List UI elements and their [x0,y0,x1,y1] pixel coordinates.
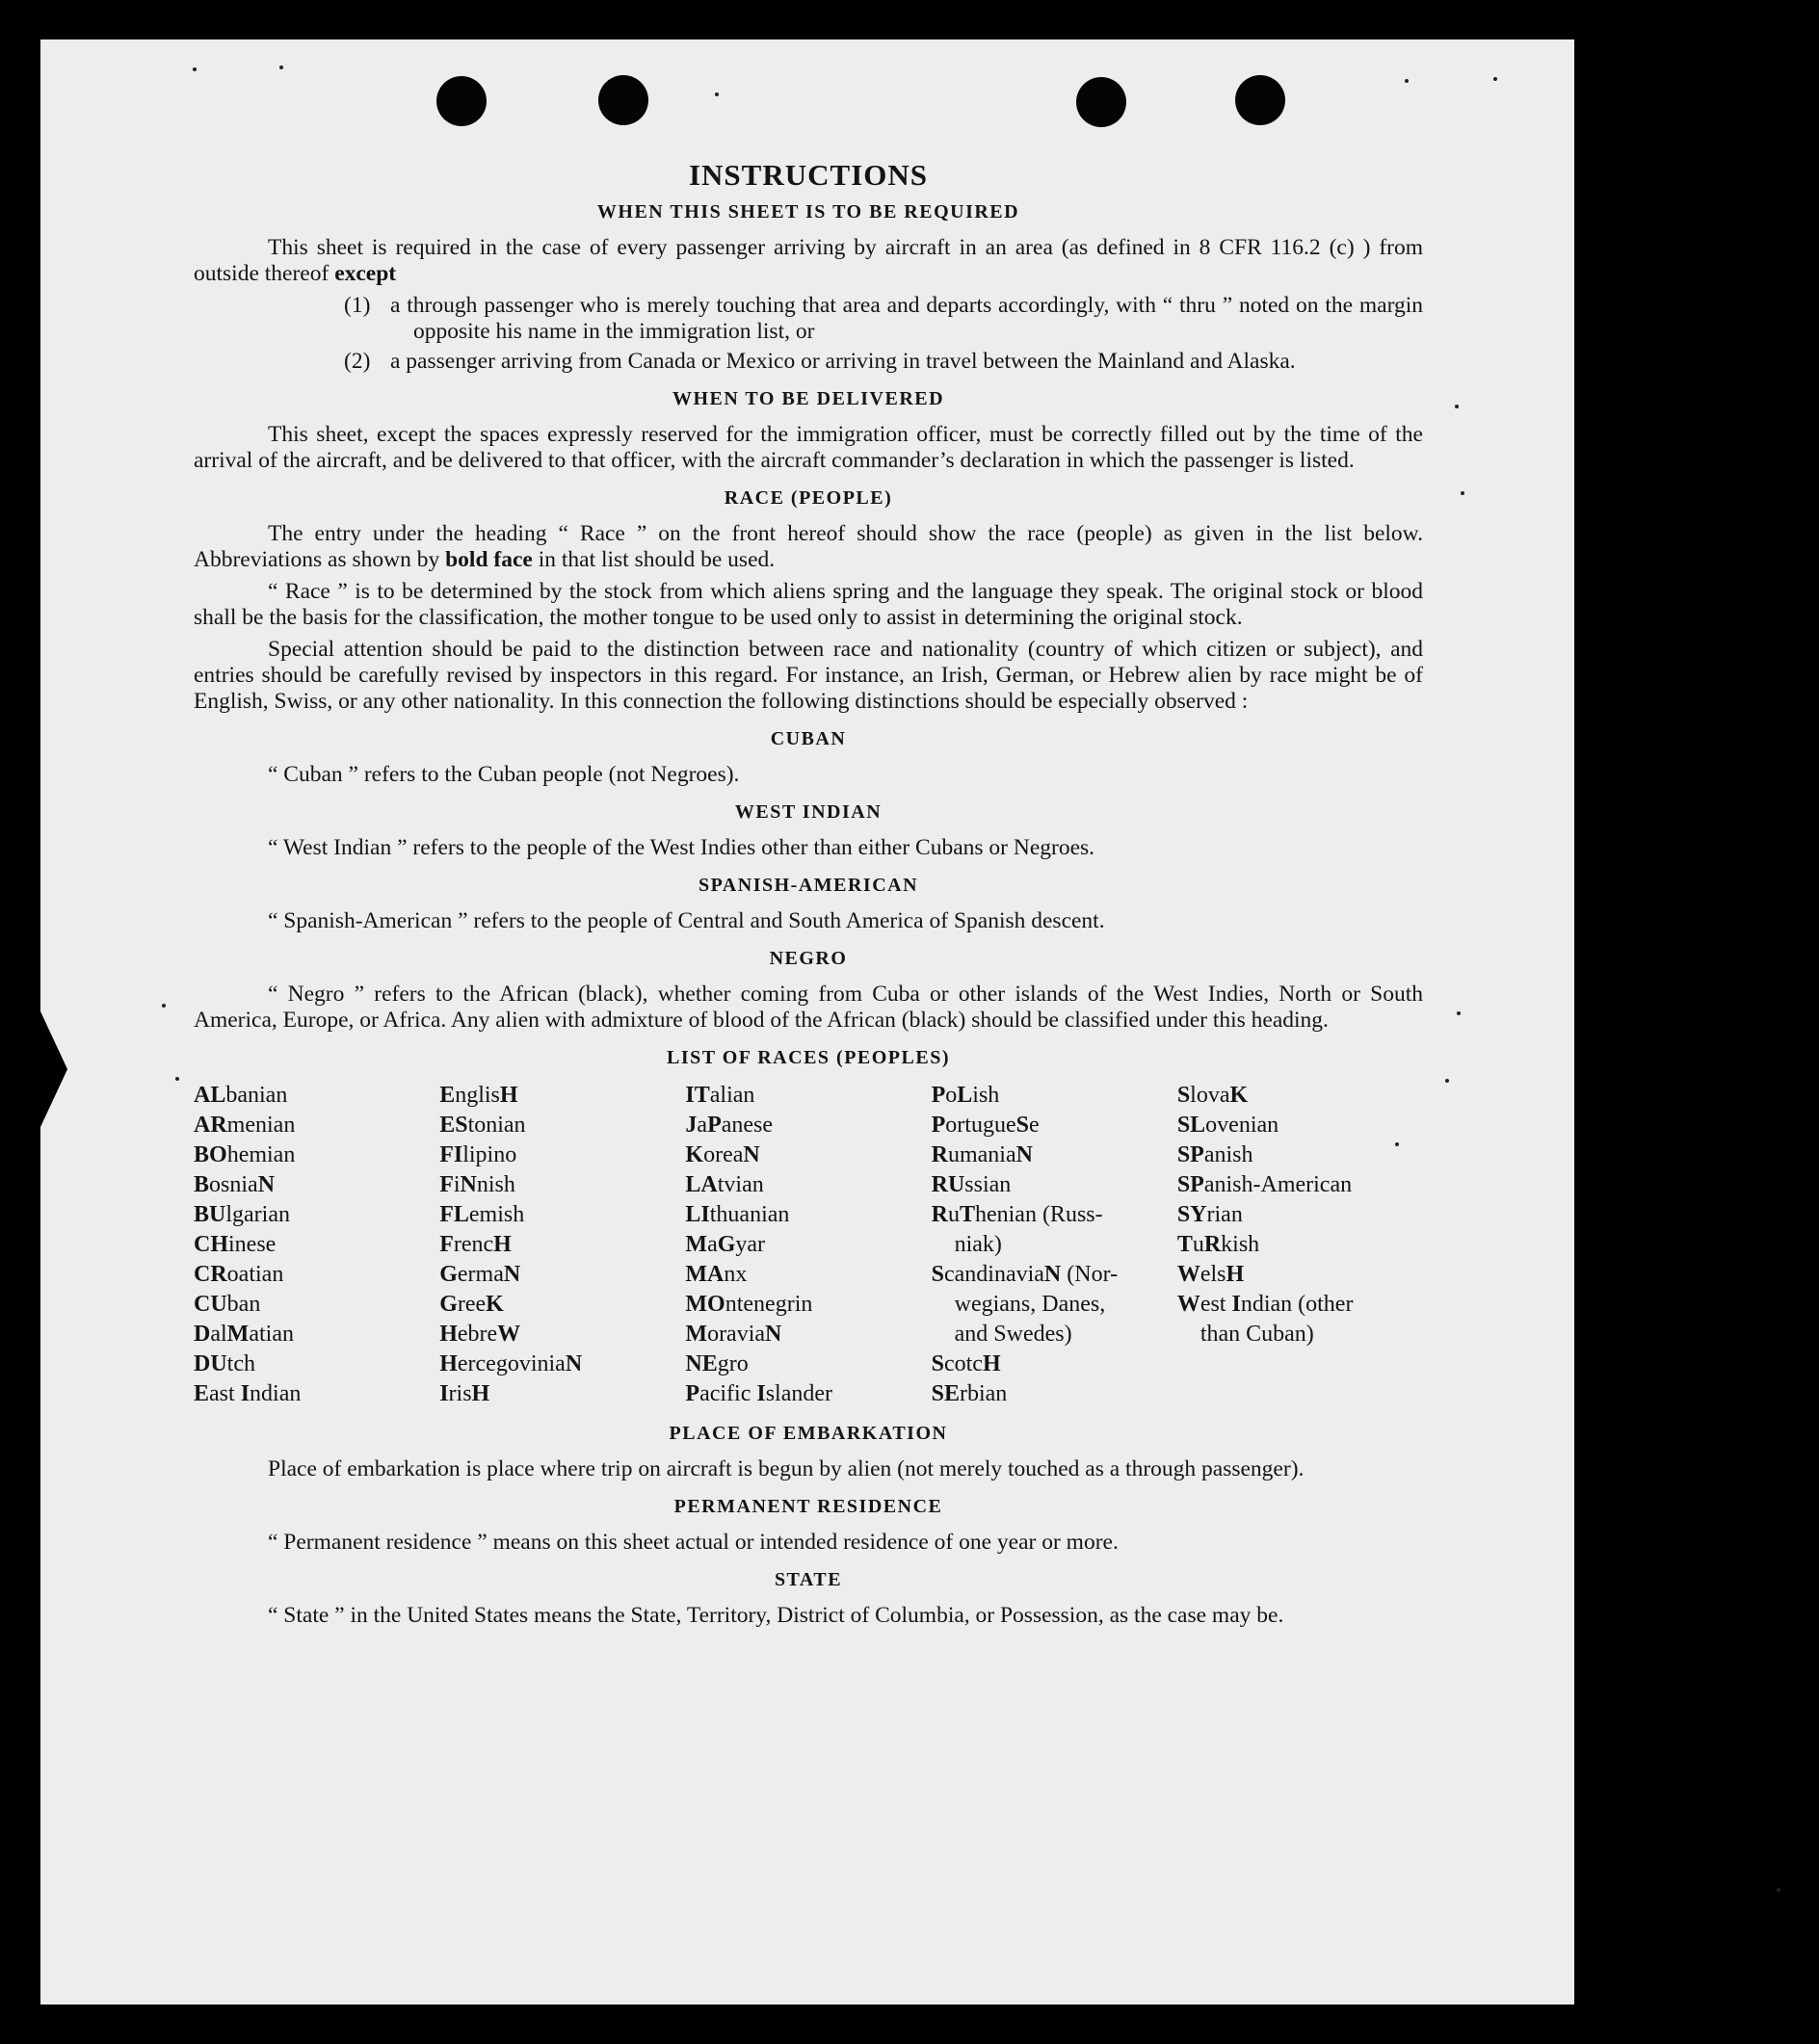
instructions-content [194,156,1423,1635]
race-abbrev: W [497,1322,521,1347]
paragraph-race-2: “ Race ” is to be determined by the stock from which aliens spring and the language they speak. The original stock or blood shall be the basis for the classification, the mother tongue to be used only to assist in determining the original stock. [194,579,1423,630]
race-entry [685,1260,931,1290]
race-abbrev: S [931,1262,944,1287]
race-entry [194,1260,439,1290]
race-text: a [697,1113,708,1138]
paragraph-race-1: The entry under the heading “ Race ” on the front hereof should show the race (people) as given in the list below. Abbreviations as shown by bold face in that list should be used. [194,521,1423,572]
race-entry: than Cuban) [1199,1322,1314,1347]
race-abbrev: P [685,1381,700,1406]
race-entry [932,1111,1177,1140]
punch-hole [598,75,648,125]
race-text: menian [226,1113,296,1138]
race-abbrev: CR [194,1262,227,1287]
race-text: ssian [964,1172,1012,1197]
race-text: i [453,1172,461,1197]
race-text: renc [453,1232,494,1257]
race-abbrev: I [756,1381,766,1406]
race-text: ban [226,1292,261,1317]
race-abbrev: MA [685,1262,725,1287]
race-text: orea [703,1142,744,1167]
race-abbrev: LI [685,1202,710,1227]
races-column-3 [685,1081,931,1409]
race-text: osnia [209,1172,258,1197]
race-abbrev: H [471,1381,490,1406]
race-entry [194,1230,439,1260]
race-text: candinavia [943,1262,1044,1287]
race-text: ree [457,1292,487,1317]
race-text: u [1192,1232,1204,1257]
race-entry [194,1379,439,1409]
race-abbrev: CH [194,1232,228,1257]
race-entry [1177,1260,1423,1290]
exception-item-2: (2) a passenger arriving from Canada or Mexico or arriving in travel between the Mainland and Alaska. [344,349,1296,374]
race-entry [439,1200,685,1230]
race-text: kish [1221,1232,1260,1257]
race-text: lipino [462,1142,517,1167]
race-abbrev: ES [439,1113,468,1138]
race-entry [194,1140,439,1170]
race-abbrev: CU [194,1292,227,1317]
races-column-4 [932,1081,1177,1409]
race-abbrev: FL [439,1202,469,1227]
race-entry [685,1140,931,1170]
race-text: al [210,1322,227,1347]
race-entry [932,1350,1177,1379]
race-text: anese [721,1113,774,1138]
speck [715,92,719,96]
paragraph-spanish-american: “ Spanish-American ” refers to the people of Central and South America of Spanish descent. [268,908,1105,933]
race-text: banian [225,1083,288,1108]
race-abbrev: IT [685,1083,710,1108]
race-text: ast [209,1381,241,1406]
race-abbrev: M [226,1322,250,1347]
paragraph-west-indian: “ West Indian ” refers to the people of the West Indies other than either Cubans or Negroes. [268,835,1095,860]
race-abbrev: R [931,1202,948,1227]
speck [1455,405,1459,408]
heading-cuban: CUBAN [770,728,847,749]
race-abbrev: AR [194,1113,227,1138]
race-text: ortugue [945,1113,1016,1138]
race-abbrev: I [240,1381,250,1406]
race-abbrev: N [1043,1262,1062,1287]
race-abbrev: F [439,1172,454,1197]
race-text: nx [724,1262,748,1287]
speck [193,67,197,71]
race-text: oravia [707,1322,766,1347]
race-text: e [1028,1113,1040,1138]
race-abbrev: J [685,1113,698,1138]
races-column-2 [439,1081,685,1409]
races-list [194,1081,1423,1409]
race-entry [194,1350,439,1379]
race-text: rian [1206,1202,1243,1227]
race-entry [1177,1111,1423,1140]
paragraph-when-required: This sheet is required in the case of every passenger arriving by aircraft in an area (as defined in 8 CFR 116.2 (c) ) from outside thereof except [194,235,1423,286]
races-column-1 [194,1081,439,1409]
race-text: est [1199,1292,1232,1317]
heading-list-of-races: LIST OF RACES (PEOPLES) [666,1047,950,1068]
race-text: henian (Russ- [974,1202,1103,1227]
race-text: ndian (other [1240,1292,1354,1317]
race-text: (Nor- [1061,1262,1119,1287]
speck [175,1077,179,1081]
race-abbrev: N [565,1351,583,1376]
race-entry [439,1111,685,1140]
race-entry [932,1260,1177,1290]
paragraph-permanent-residence: “ Permanent residence ” means on this sheet actual or intended residence of one year or more. [268,1530,1119,1555]
page-title: INSTRUCTIONS [688,158,928,192]
race-text: o [945,1083,958,1108]
race-entry [439,1170,685,1200]
race-entry [932,1081,1177,1111]
heading-race: RACE (PEOPLE) [724,487,893,509]
speck [1445,1079,1449,1083]
paragraph-negro: “ Negro ” refers to the African (black), whether coming from Cuba or other islands of the West Indies, North or South America, Europe, or Africa. Any alien with admixture of blood of the African (black) should be classified under this heading. [194,982,1423,1033]
race-text: ebre [457,1322,498,1347]
race-entry [194,1081,439,1111]
race-abbrev: RU [931,1172,965,1197]
speck [162,1004,166,1008]
race-entry [685,1200,931,1230]
race-text: atian [249,1322,294,1347]
race-abbrev: N [743,1142,760,1167]
races-column-5 [1177,1081,1423,1409]
race-entry [439,1081,685,1111]
race-abbrev: F [439,1232,454,1257]
race-abbrev: K [685,1142,704,1167]
punch-hole [1235,75,1285,125]
race-abbrev: K [1229,1083,1249,1108]
race-abbrev: DU [194,1351,227,1376]
race-abbrev: S [1015,1113,1029,1138]
race-entry [685,1170,931,1200]
race-abbrev: E [439,1083,456,1108]
paragraph-when-delivered: This sheet, except the spaces expressly reserved for the immigration officer, must be correctly filled out by the time of the arrival of the aircraft, and be delivered to that officer, with the aircraft commander’s declaration in which the passenger is listed. [194,422,1423,473]
race-abbrev: SE [931,1381,960,1406]
race-entry [685,1379,931,1409]
race-entry [1177,1230,1423,1260]
race-text: tvian [717,1172,764,1197]
race-abbrev: N [765,1322,782,1347]
race-abbrev: G [439,1262,458,1287]
race-abbrev: B [194,1172,210,1197]
race-entry [439,1140,685,1170]
heading-permanent-residence: PERMANENT RESIDENCE [673,1496,943,1517]
race-text: erma [457,1262,504,1287]
race-text: slander [765,1381,833,1406]
race-abbrev: I [439,1381,449,1406]
race-entry [439,1230,685,1260]
race-abbrev: SY [1176,1202,1207,1227]
race-text: cotc [943,1351,983,1376]
heading-west-indian: WEST INDIAN [734,801,883,823]
race-abbrev: T [959,1202,975,1227]
race-abbrev: H [493,1232,512,1257]
race-entry [439,1290,685,1320]
page-tear [40,1011,67,1127]
race-abbrev: N [460,1172,477,1197]
paragraph-race-3: Special attention should be paid to the distinction between race and nationality (country of which citizen or subject), and entries should be carefully revised by inspectors in this regard. For instance, an Irish, German, or Hebrew alien by race might be of English, Swiss, or any other nationality. In this connection the following distinctions should be especially observed : [194,637,1423,714]
race-entry [194,1320,439,1350]
heading-when-required: WHEN THIS SHEET IS TO BE REQUIRED [596,201,1020,223]
race-abbrev: K [486,1292,504,1317]
race-abbrev: N [1015,1142,1033,1167]
race-text: ndian [250,1381,302,1406]
race-text: umania [947,1142,1016,1167]
race-abbrev: S [1176,1083,1191,1108]
paragraph-state: “ State ” in the United States means the State, Territory, District of Columbia, or Possession, as the case may be. [268,1603,1284,1628]
race-text: nish [476,1172,515,1197]
race-entry [685,1350,931,1379]
race-text: tch [226,1351,255,1376]
race-entry [1177,1081,1423,1111]
race-text: yar [735,1232,766,1257]
race-text: ntenegrin [725,1292,813,1317]
race-abbrev: R [931,1142,948,1167]
race-abbrev: P [931,1083,946,1108]
race-abbrev: M [685,1232,708,1257]
heading-when-delivered: WHEN TO BE DELIVERED [672,388,945,409]
race-text: anish-American [1203,1172,1353,1197]
race-text: anish [1203,1142,1253,1167]
race-abbrev: D [194,1322,211,1347]
race-abbrev: SL [1176,1113,1206,1138]
race-entry [1177,1170,1423,1200]
race-entry [1177,1290,1423,1320]
race-abbrev: H [982,1351,1001,1376]
race-abbrev: LA [685,1172,718,1197]
race-entry [1177,1200,1423,1230]
speck [1461,491,1464,495]
race-text: ercegovinia [457,1351,566,1376]
race-entry [194,1290,439,1320]
race-text: lgarian [225,1202,290,1227]
race-abbrev: S [931,1351,944,1376]
speck [1493,77,1497,81]
race-entry [932,1200,1177,1230]
race-text: lova [1190,1083,1230,1108]
paragraph-cuban: “ Cuban ” refers to the Cuban people (not Negroes). [268,762,740,787]
race-entry [194,1200,439,1230]
race-entry [932,1170,1177,1200]
race-abbrev: L [957,1083,973,1108]
race-text: emish [468,1202,525,1227]
race-abbrev: H [439,1322,458,1347]
race-entry [685,1111,931,1140]
race-abbrev: P [931,1113,946,1138]
race-text: gro [717,1351,749,1376]
race-text: ovenian [1205,1113,1279,1138]
race-entry [439,1320,685,1350]
race-abbrev: I [1231,1292,1241,1317]
race-text: inese [228,1232,277,1257]
race-abbrev: W [1176,1262,1200,1287]
race-abbrev: BO [194,1142,227,1167]
race-text: hemian [226,1142,296,1167]
heading-negro: NEGRO [769,948,848,969]
race-entry [685,1320,931,1350]
heading-spanish-american: SPANISH-AMERICAN [698,875,919,896]
race-abbrev: R [1203,1232,1222,1257]
race-abbrev: N [503,1262,521,1287]
race-entry [439,1379,685,1409]
race-abbrev: H [439,1351,458,1376]
race-abbrev: E [194,1381,210,1406]
race-entry [685,1230,931,1260]
race-abbrev: G [439,1292,458,1317]
race-text: tonian [467,1113,526,1138]
race-text: oatian [226,1262,284,1287]
race-abbrev: N [257,1172,276,1197]
race-entry [1177,1140,1423,1170]
race-abbrev: SP [1176,1172,1204,1197]
race-text: els [1199,1262,1226,1287]
exception-item-1: (1) a through passenger who is merely touching that area and departs accordingly, with “ thru ” noted on the margin opposite his name in the immigration list, or [344,293,1423,344]
race-entry: wegians, Danes, [954,1292,1106,1317]
heading-state: STATE [774,1569,843,1590]
race-abbrev: P [707,1113,722,1138]
heading-embarkation: PLACE OF EMBARKATION [669,1423,948,1444]
race-entry [194,1170,439,1200]
race-entry: and Swedes) [954,1322,1072,1347]
race-entry [932,1379,1177,1409]
race-entry [439,1260,685,1290]
speck [1457,1011,1461,1015]
race-abbrev: BU [194,1202,226,1227]
race-abbrev: H [499,1083,518,1108]
race-abbrev: MO [685,1292,725,1317]
race-entry [685,1081,931,1111]
race-text: ris [448,1381,472,1406]
race-text: a [707,1232,718,1257]
punch-hole [1076,77,1126,127]
race-text: rbian [959,1381,1008,1406]
race-entry [194,1111,439,1140]
race-abbrev: W [1176,1292,1200,1317]
race-abbrev: AL [194,1083,226,1108]
race-text: ish [972,1083,1000,1108]
race-abbrev: T [1176,1232,1193,1257]
speck [1405,79,1409,83]
race-abbrev: H [1226,1262,1245,1287]
race-entry [685,1290,931,1320]
race-text: alian [709,1083,755,1108]
race-entry [439,1350,685,1379]
race-text: u [947,1202,960,1227]
race-abbrev: NE [685,1351,718,1376]
race-abbrev: G [717,1232,736,1257]
punch-hole [436,76,487,126]
race-entry: niak) [954,1232,1002,1257]
race-text: acific [699,1381,757,1406]
race-entry [932,1140,1177,1170]
race-abbrev: M [685,1322,708,1347]
speck [1777,1888,1780,1892]
paragraph-embarkation: Place of embarkation is place where trip on aircraft is begun by alien (not merely touched as a through passenger). [268,1456,1305,1481]
race-abbrev: FI [439,1142,463,1167]
race-text: nglis [455,1083,500,1108]
race-text: thuanian [709,1202,790,1227]
race-abbrev: SP [1176,1142,1204,1167]
speck [279,66,283,69]
